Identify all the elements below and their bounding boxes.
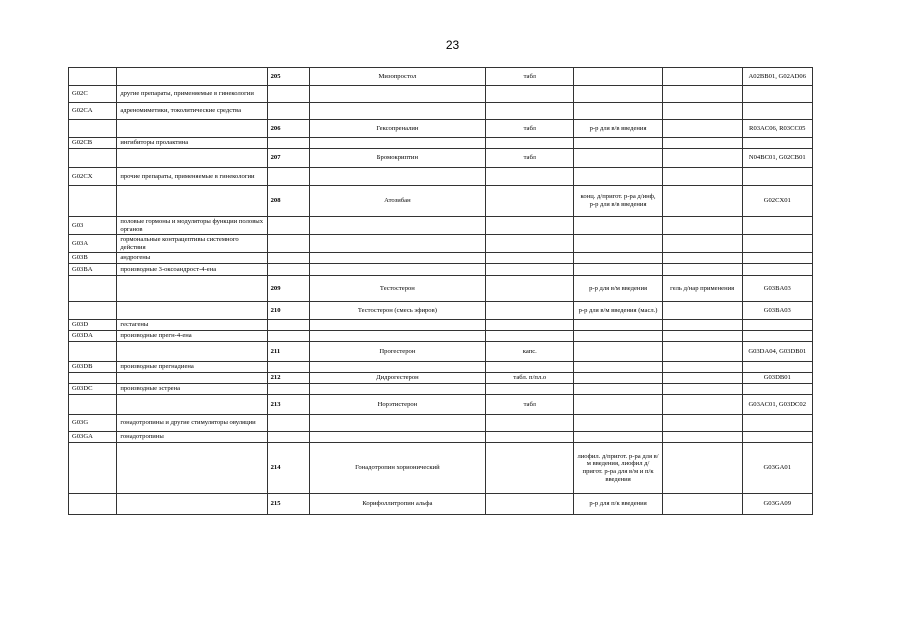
atc-code-cell	[742, 384, 812, 395]
dosage-form-alt-cell	[574, 253, 662, 264]
table-row	[69, 342, 813, 362]
dosage-form-extra-cell: гель д/нар применения	[662, 276, 742, 302]
dosage-form-alt-cell	[574, 320, 662, 331]
atc-code-cell	[742, 362, 812, 373]
dosage-form-alt-cell	[574, 331, 662, 342]
item-number-cell: 209	[267, 276, 309, 302]
atc-group-name-cell	[117, 494, 267, 515]
dosage-form-cell	[486, 138, 574, 149]
dosage-form-cell	[486, 362, 574, 373]
atc-code-cell: G03DB01	[742, 373, 812, 384]
drug-name-cell	[309, 253, 486, 264]
dosage-form-extra-cell	[662, 120, 742, 138]
table-row	[69, 138, 813, 149]
table-row	[69, 494, 813, 515]
atc-code-cell	[742, 331, 812, 342]
item-number-cell: 206	[267, 120, 309, 138]
dosage-form-extra-cell	[662, 331, 742, 342]
item-number-cell: 215	[267, 494, 309, 515]
atc-code-cell: A02BB01, G02AD06	[742, 68, 812, 86]
dosage-form-cell	[486, 320, 574, 331]
dosage-form-alt-cell	[574, 168, 662, 186]
drug-name-cell: Мизопростол	[309, 68, 486, 86]
atc-group-name-cell	[117, 149, 267, 168]
atc-group-name-cell: адреномиметики, токолитические средства	[117, 103, 267, 120]
dosage-form-alt-cell	[574, 217, 662, 235]
table-row	[69, 395, 813, 415]
dosage-form-cell	[486, 443, 574, 494]
dosage-form-cell	[486, 384, 574, 395]
table-row	[69, 362, 813, 373]
page-number: 23	[445, 38, 460, 52]
drug-name-cell	[309, 415, 486, 432]
dosage-form-extra-cell	[662, 302, 742, 320]
dosage-form-alt-cell	[574, 103, 662, 120]
atc-group-code-cell: G03B	[69, 253, 117, 264]
dosage-form-alt-cell	[574, 264, 662, 276]
drug-name-cell	[309, 384, 486, 395]
table-row	[69, 217, 813, 235]
table-row	[69, 86, 813, 103]
dosage-form-alt-cell: р-р для в/м введения (масл.)	[574, 302, 662, 320]
dosage-form-extra-cell	[662, 415, 742, 432]
dosage-form-cell	[486, 217, 574, 235]
drug-name-cell: Атозибан	[309, 186, 486, 217]
item-number-cell	[267, 235, 309, 253]
atc-group-name-cell: прочие препараты, применяемые в гинекологии	[117, 168, 267, 186]
dosage-form-cell	[486, 103, 574, 120]
item-number-cell: 214	[267, 443, 309, 494]
item-number-cell	[267, 103, 309, 120]
drug-name-cell	[309, 168, 486, 186]
dosage-form-extra-cell	[662, 186, 742, 217]
table-row	[69, 432, 813, 443]
atc-group-code-cell	[69, 276, 117, 302]
dosage-form-cell	[486, 276, 574, 302]
atc-group-name-cell: другие препараты, применяемые в гинекологии	[117, 86, 267, 103]
item-number-cell: 207	[267, 149, 309, 168]
item-number-cell	[267, 264, 309, 276]
dosage-form-alt-cell	[574, 138, 662, 149]
item-number-cell	[267, 138, 309, 149]
table-row	[69, 186, 813, 217]
drug-name-cell: Прогестерон	[309, 342, 486, 362]
dosage-form-alt-cell: р-р для в/в введения	[574, 120, 662, 138]
item-number-cell	[267, 331, 309, 342]
dosage-form-alt-cell	[574, 342, 662, 362]
dosage-form-cell	[486, 235, 574, 253]
item-number-cell: 212	[267, 373, 309, 384]
atc-group-code-cell: G02CA	[69, 103, 117, 120]
dosage-form-extra-cell	[662, 235, 742, 253]
dosage-form-alt-cell: р-р для п/к введения	[574, 494, 662, 515]
dosage-form-extra-cell	[662, 217, 742, 235]
atc-group-name-cell: производные эстрена	[117, 384, 267, 395]
item-number-cell	[267, 384, 309, 395]
table-row	[69, 384, 813, 395]
atc-group-code-cell: G03A	[69, 235, 117, 253]
table-row	[69, 331, 813, 342]
drug-name-cell: Гексопреналин	[309, 120, 486, 138]
drug-name-cell	[309, 103, 486, 120]
item-number-cell: 210	[267, 302, 309, 320]
table-row	[69, 443, 813, 494]
item-number-cell	[267, 168, 309, 186]
table-row	[69, 149, 813, 168]
drug-name-cell: Тестостерон	[309, 276, 486, 302]
atc-group-code-cell: G03DB	[69, 362, 117, 373]
atc-group-code-cell	[69, 443, 117, 494]
atc-code-cell	[742, 86, 812, 103]
dosage-form-cell	[486, 186, 574, 217]
atc-group-code-cell	[69, 395, 117, 415]
item-number-cell: 205	[267, 68, 309, 86]
item-number-cell: 211	[267, 342, 309, 362]
table-row	[69, 276, 813, 302]
atc-group-code-cell	[69, 342, 117, 362]
dosage-form-extra-cell	[662, 149, 742, 168]
dosage-form-extra-cell	[662, 253, 742, 264]
dosage-form-extra-cell	[662, 432, 742, 443]
dosage-form-cell	[486, 432, 574, 443]
atc-group-code-cell: G03D	[69, 320, 117, 331]
dosage-form-extra-cell	[662, 320, 742, 331]
item-number-cell	[267, 86, 309, 103]
dosage-form-alt-cell	[574, 373, 662, 384]
atc-code-cell	[742, 320, 812, 331]
dosage-form-cell: капс.	[486, 342, 574, 362]
dosage-form-alt-cell	[574, 362, 662, 373]
dosage-form-cell	[486, 86, 574, 103]
atc-code-cell	[742, 217, 812, 235]
atc-code-cell: G03AC01, G03DC02	[742, 395, 812, 415]
atc-group-code-cell	[69, 186, 117, 217]
dosage-form-alt-cell	[574, 432, 662, 443]
atc-group-name-cell: гестагены	[117, 320, 267, 331]
drug-name-cell: Тестостерон (смесь эфиров)	[309, 302, 486, 320]
drug-name-cell	[309, 432, 486, 443]
atc-group-name-cell	[117, 373, 267, 384]
atc-code-cell: R03AC06, R03CC05	[742, 120, 812, 138]
atc-code-cell	[742, 138, 812, 149]
dosage-form-extra-cell	[662, 373, 742, 384]
table-row	[69, 103, 813, 120]
atc-group-name-cell	[117, 186, 267, 217]
atc-code-cell	[742, 432, 812, 443]
table-row	[69, 373, 813, 384]
drug-name-cell: Дидрогестерон	[309, 373, 486, 384]
dosage-form-extra-cell	[662, 395, 742, 415]
dosage-form-extra-cell	[662, 168, 742, 186]
atc-code-cell: N04BC01, G02CB01	[742, 149, 812, 168]
atc-group-code-cell	[69, 302, 117, 320]
atc-group-name-cell	[117, 395, 267, 415]
item-number-cell: 213	[267, 395, 309, 415]
atc-code-cell: G03BA03	[742, 302, 812, 320]
dosage-form-extra-cell	[662, 384, 742, 395]
atc-group-code-cell: G02CX	[69, 168, 117, 186]
table-row	[69, 235, 813, 253]
item-number-cell	[267, 432, 309, 443]
atc-code-cell	[742, 235, 812, 253]
item-number-cell	[267, 253, 309, 264]
dosage-form-extra-cell	[662, 68, 742, 86]
atc-code-cell: G02CX01	[742, 186, 812, 217]
drug-name-cell: Норэтистерон	[309, 395, 486, 415]
dosage-form-alt-cell: лиофил. д/пригот. р-ра для в/м введения, лиофил д/пригот. р-ра для в/м и п/к введения	[574, 443, 662, 494]
atc-group-code-cell: G03GA	[69, 432, 117, 443]
dosage-form-alt-cell	[574, 86, 662, 103]
dosage-form-cell	[486, 264, 574, 276]
atc-code-cell: G03GA01	[742, 443, 812, 494]
atc-group-code-cell: G02CB	[69, 138, 117, 149]
dosage-form-extra-cell	[662, 443, 742, 494]
atc-group-name-cell	[117, 276, 267, 302]
dosage-form-alt-cell	[574, 415, 662, 432]
table-row	[69, 120, 813, 138]
dosage-form-alt-cell	[574, 235, 662, 253]
atc-group-code-cell: G03DA	[69, 331, 117, 342]
drug-name-cell	[309, 331, 486, 342]
dosage-form-extra-cell	[662, 86, 742, 103]
drug-name-cell	[309, 235, 486, 253]
table-row	[69, 168, 813, 186]
dosage-form-cell: табл. п/пл.о	[486, 373, 574, 384]
dosage-form-extra-cell	[662, 362, 742, 373]
atc-code-cell: G03DA04, G03DB01	[742, 342, 812, 362]
table-row	[69, 415, 813, 432]
dosage-form-cell	[486, 494, 574, 515]
dosage-form-cell: табл	[486, 149, 574, 168]
dosage-form-cell	[486, 168, 574, 186]
drug-registry-table	[68, 67, 813, 515]
dosage-form-extra-cell	[662, 342, 742, 362]
item-number-cell: 208	[267, 186, 309, 217]
atc-group-code-cell: G03G	[69, 415, 117, 432]
item-number-cell	[267, 415, 309, 432]
atc-group-code-cell	[69, 494, 117, 515]
table-row	[69, 320, 813, 331]
item-number-cell	[267, 217, 309, 235]
table-body	[69, 68, 813, 515]
atc-group-name-cell	[117, 443, 267, 494]
item-number-cell	[267, 320, 309, 331]
dosage-form-extra-cell	[662, 264, 742, 276]
atc-code-cell	[742, 103, 812, 120]
atc-group-name-cell: ингибиторы пролактина	[117, 138, 267, 149]
dosage-form-cell	[486, 302, 574, 320]
atc-group-name-cell: гормональные контрацептивы системного действия	[117, 235, 267, 253]
drug-name-cell: Бромокриптин	[309, 149, 486, 168]
atc-group-name-cell: производные прегнадиена	[117, 362, 267, 373]
atc-group-name-cell: производные прегн-4-ена	[117, 331, 267, 342]
dosage-form-extra-cell	[662, 103, 742, 120]
drug-name-cell: Гонадотропин хорионический	[309, 443, 486, 494]
dosage-form-alt-cell: конц. д/пригот. р-ра д/инф, р-р для в/в введения	[574, 186, 662, 217]
atc-code-cell	[742, 168, 812, 186]
atc-group-name-cell: половые гормоны и модуляторы функции половых органов	[117, 217, 267, 235]
table-row	[69, 302, 813, 320]
dosage-form-cell: табл	[486, 68, 574, 86]
drug-name-cell	[309, 86, 486, 103]
table-row	[69, 68, 813, 86]
atc-code-cell: G03GA09	[742, 494, 812, 515]
atc-group-code-cell: G03	[69, 217, 117, 235]
dosage-form-cell	[486, 331, 574, 342]
dosage-form-cell	[486, 415, 574, 432]
dosage-form-alt-cell	[574, 149, 662, 168]
atc-code-cell	[742, 253, 812, 264]
atc-group-code-cell	[69, 149, 117, 168]
atc-group-code-cell: G03BA	[69, 264, 117, 276]
atc-code-cell	[742, 415, 812, 432]
drug-name-cell	[309, 320, 486, 331]
atc-group-name-cell	[117, 302, 267, 320]
atc-group-name-cell: гонадотропины	[117, 432, 267, 443]
dosage-form-alt-cell	[574, 395, 662, 415]
atc-group-code-cell: G03DC	[69, 384, 117, 395]
atc-group-code-cell	[69, 373, 117, 384]
atc-group-name-cell	[117, 68, 267, 86]
drug-name-cell	[309, 362, 486, 373]
drug-name-cell	[309, 264, 486, 276]
table-row	[69, 253, 813, 264]
dosage-form-extra-cell	[662, 138, 742, 149]
drug-name-cell	[309, 217, 486, 235]
atc-code-cell	[742, 264, 812, 276]
atc-group-name-cell: андрогены	[117, 253, 267, 264]
atc-group-code-cell: G02C	[69, 86, 117, 103]
dosage-form-alt-cell	[574, 384, 662, 395]
item-number-cell	[267, 362, 309, 373]
atc-code-cell: G03BA03	[742, 276, 812, 302]
dosage-form-cell: табл	[486, 120, 574, 138]
dosage-form-extra-cell	[662, 494, 742, 515]
atc-group-name-cell	[117, 342, 267, 362]
atc-group-code-cell	[69, 120, 117, 138]
atc-group-code-cell	[69, 68, 117, 86]
dosage-form-cell: табл	[486, 395, 574, 415]
drug-name-cell: Корифоллитропин альфа	[309, 494, 486, 515]
drug-name-cell	[309, 138, 486, 149]
dosage-form-cell	[486, 253, 574, 264]
table-row	[69, 264, 813, 276]
dosage-form-alt-cell: р-р для в/м введения	[574, 276, 662, 302]
atc-group-name-cell: гонадотропины и другие стимуляторы овуляции	[117, 415, 267, 432]
atc-group-name-cell: производные 3-оксоандрост-4-ена	[117, 264, 267, 276]
atc-group-name-cell	[117, 120, 267, 138]
dosage-form-alt-cell	[574, 68, 662, 86]
